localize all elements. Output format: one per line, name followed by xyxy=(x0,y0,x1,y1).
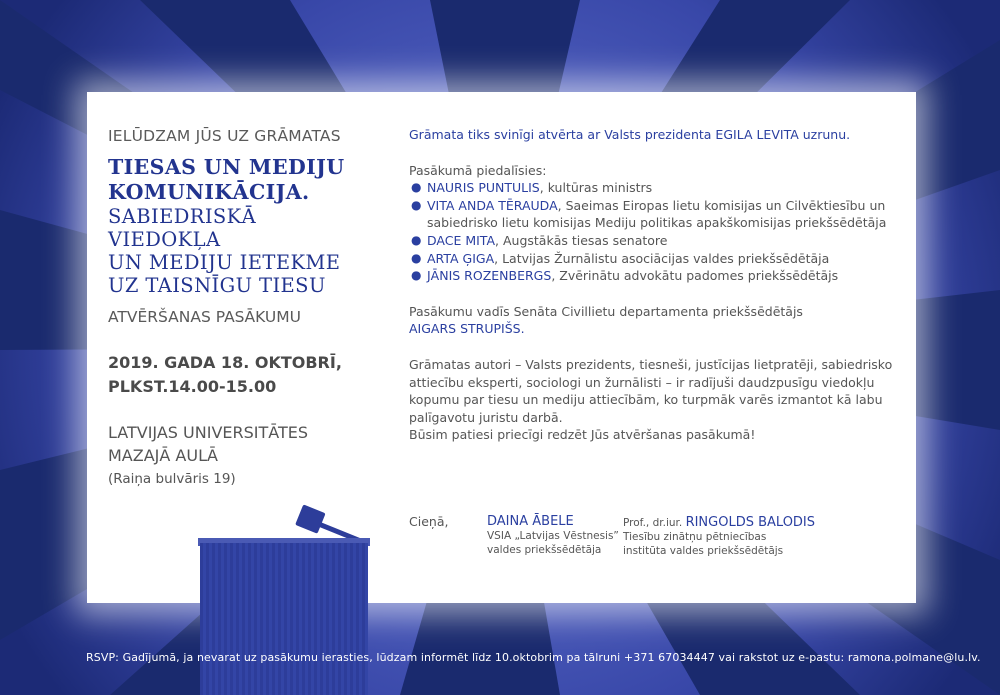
title-line: KOMUNIKĀCIJA. xyxy=(108,180,310,204)
list-item xyxy=(409,232,904,250)
participant-name: JĀNIS ROZENBERGS xyxy=(427,268,552,284)
venue-line: LATVIJAS UNIVERSITĀTES xyxy=(108,423,309,442)
participant-role: , Zvērinātu advokātu padomes priekšsēdētājs xyxy=(551,268,839,284)
signature-2 xyxy=(623,514,883,558)
signatory-name: DAINA ĀBELE xyxy=(487,514,574,529)
bullet-icon: ● xyxy=(411,268,422,283)
participants-list xyxy=(409,179,904,285)
signatory-role: VSIA „Latvijas Vēstnesis” xyxy=(487,530,619,542)
bullet-icon: ● xyxy=(411,197,422,212)
participant-role: , Saeimas Eiropas lietu komisijas un Cilvēktiesību un sabiedrisko lietu komisijas Mediju politikas apakškomisijas priekšsēdētāja xyxy=(427,197,887,231)
subtitle-line: SABIEDRISKĀ xyxy=(108,205,257,228)
participant-role: , Augstākās tiesas senatore xyxy=(495,232,668,248)
participant-name: VITA ANDA TĒRAUDA xyxy=(427,197,558,213)
subtitle-line: VIEDOKĻA xyxy=(108,228,221,251)
authors-section xyxy=(409,356,904,444)
host-text: Pasākumu vadīs Senāta Civillietu departamenta priekšsēdētājs xyxy=(409,303,803,319)
bullet-icon: ● xyxy=(411,250,422,265)
venue-address: (Raiņa bulvāris 19) xyxy=(108,471,236,487)
event-date xyxy=(108,351,378,399)
signatory-role: institūta valdes priekšsēdētājs xyxy=(623,545,784,557)
list-item xyxy=(409,250,904,268)
venue xyxy=(108,421,378,467)
authors-text: Grāmatas autori – Valsts prezidents, tiesneši, justīcijas lietpratēji, sabiedrisko attiecību eksperti, sociologi un žurnālisti – ir radījuši daudzpusīgu viedokļu kopumu par tiesu un mediju attiecībām, ko turpmāk varēs izmantot kā labu palīgavotu juristu darbā. xyxy=(409,356,893,425)
venue-line: MAZAJĀ AULĀ xyxy=(108,446,218,465)
list-item xyxy=(409,179,904,197)
participants-heading: Pasākumā piedalīsies: xyxy=(409,162,547,178)
bullet-icon: ● xyxy=(411,180,422,195)
participant-name: NAURIS PUNTULIS xyxy=(427,180,540,196)
book-subtitle xyxy=(108,205,378,297)
intro-text: Grāmata tiks svinīgi atvērta ar Valsts prezidenta EGILA LEVITA uzrunu. xyxy=(409,127,851,142)
signatory-title: Prof., dr.iur. xyxy=(623,517,686,529)
greeting: Cieņā, xyxy=(409,514,449,529)
bullet-icon: ● xyxy=(411,232,422,247)
book-title xyxy=(108,155,378,205)
signatory-name: RINGOLDS BALODIS xyxy=(685,515,816,530)
subtitle-line: UN MEDIJU IETEKME xyxy=(108,251,341,274)
closing-text: Būsim patiesi priecīgi redzēt Jūs atvēršanas pasākumā! xyxy=(409,427,756,443)
participants-section xyxy=(409,162,904,285)
participant-name: ARTA ĢIGA xyxy=(427,250,495,266)
list-item xyxy=(409,267,904,285)
rsvp-note: RSVP: Gadījumā, ja nevarat uz pasākumu ierasties, lūdzam informēt līdz 10.oktobrim pa tālruni +371 67034447 vai rakstot uz e-pastu: ramona.polmane@lu.lv. xyxy=(86,651,981,664)
host-section xyxy=(409,303,904,338)
signatory-role: Tiesību zinātņu pētniecības xyxy=(623,531,767,543)
right-column xyxy=(409,126,904,444)
subtitle-line: UZ TAISNĪGU TIESU xyxy=(108,274,326,297)
participant-name: DACE MITA xyxy=(427,232,496,248)
host-name: AIGARS STRUPIŠS. xyxy=(409,321,525,337)
time-line: PLKST.14.00-15.00 xyxy=(108,377,277,396)
list-item xyxy=(409,197,904,232)
left-column xyxy=(108,126,378,487)
event-type: ATVĒRŠANAS PASĀKUMU xyxy=(108,308,301,326)
date-line: 2019. GADA 18. OKTOBRĪ, xyxy=(108,353,342,372)
title-line: TIESAS UN MEDIJU xyxy=(108,155,345,179)
participant-role: , kultūras ministrs xyxy=(539,180,653,196)
participant-role: , Latvijas Žurnālistu asociācijas valdes priekšsēdētāja xyxy=(494,250,830,266)
kicker: IELŪDZAM JŪS UZ GRĀMATAS xyxy=(108,127,341,145)
signatory-role: valdes priekšsēdētāja xyxy=(487,544,602,556)
lectern xyxy=(200,543,368,695)
